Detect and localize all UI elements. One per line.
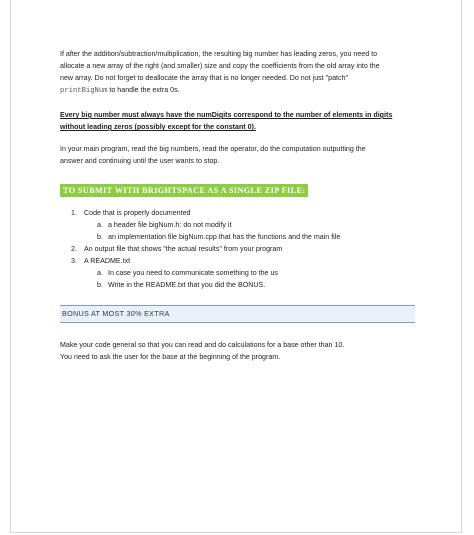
list-number: 1. (71, 209, 77, 217)
sub-list-text: a header file bigNum.h: do not modify it (108, 221, 232, 229)
list-item (71, 255, 415, 291)
rule-line-2: without leading zeros (possibly except for the constant 0) (60, 123, 254, 131)
rule-line-1: Every big number must always have the numDigits correspond to the number of elements in digits (60, 111, 393, 119)
main-program-line-2: answer and continuing until the user wants to stop. (60, 157, 220, 165)
bonus-heading: BONUS AT MOST 30% EXTRA (60, 305, 415, 323)
sub-list-text: In case you need to communicate something to the us (108, 269, 278, 277)
document-content (60, 48, 415, 363)
list-item (71, 207, 415, 243)
list-item-text: An output file that shows "the actual results" from your program (84, 245, 283, 253)
sub-list-letter: a. (97, 221, 103, 229)
list-item-text: Code that is properly documented (84, 209, 191, 217)
sub-list-letter: a. (97, 269, 103, 277)
sub-list-item (97, 219, 415, 231)
intro-paragraph (60, 48, 415, 97)
submit-banner: TO SUBMIT WITH BRIGHTSPACE AS A SINGLE ZIP FILE: (60, 184, 308, 197)
inline-code: printBigNum (60, 87, 108, 95)
sub-list (84, 219, 415, 243)
submit-list (60, 207, 415, 291)
bonus-line-1: Make your code general so that you can read and do calculations for a base other than 10. (60, 341, 345, 349)
intro-line-1: If after the addition/subtraction/multiplication, the resulting big number has leading zeros, you need to (60, 50, 378, 58)
main-program-paragraph (60, 143, 415, 167)
bonus-paragraph (60, 339, 415, 363)
list-item-text: A README.txt (84, 257, 131, 265)
bonus-line-2: You need to ask the user for the base at the beginning of the program. (60, 353, 281, 361)
sub-list-letter: b. (97, 281, 103, 289)
main-program-line-1: In your main program, read the big numbers, read the operator, do the computation outputting the (60, 145, 366, 153)
sub-list-text: Write in the README.txt that you did the BONUS. (108, 281, 266, 289)
intro-line-3: new array. Do not forget to deallocate the array that is no longer needed. Do not just "patch" (60, 74, 349, 82)
sub-list-letter: b. (97, 233, 103, 241)
sub-list-text: an implementation file bigNum.cpp that has the functions and the main file (108, 233, 341, 241)
list-number: 2. (71, 245, 77, 253)
sub-list-item (97, 267, 415, 279)
intro-line-4: to handle the extra 0s. (107, 86, 180, 94)
intro-line-2: allocate a new array of the right (and smaller) size and copy the coefficients from the old array into the (60, 62, 380, 70)
rule-paragraph (60, 109, 415, 133)
list-item (71, 243, 415, 255)
list-number: 3. (71, 257, 77, 265)
sub-list-item (97, 231, 415, 243)
rule-period: . (253, 123, 256, 131)
sub-list-item (97, 279, 415, 291)
sub-list (84, 267, 415, 291)
